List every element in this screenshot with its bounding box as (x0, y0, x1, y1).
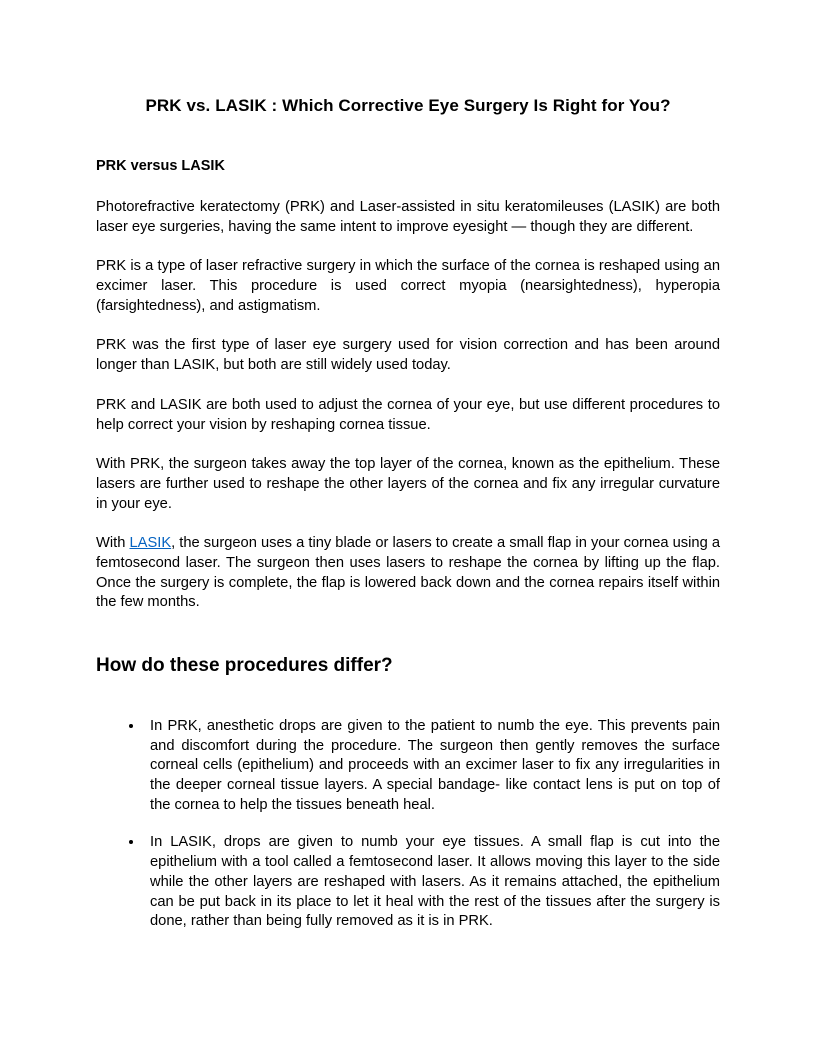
subheading: PRK versus LASIK (96, 158, 225, 174)
section-heading: How do these procedures differ? (96, 655, 393, 676)
paragraph-prk-definition: PRK is a type of laser refractive surgery in which the surface of the cornea is reshaped using an excimer laser. This procedure is used correct myopia (nearsightedness), hyperopia (farsightedness), and astigmatism. (96, 258, 720, 314)
paragraph-intro: Photorefractive keratectomy (PRK) and Laser-assisted in situ keratomileuses (LASIK) are both laser eye surgeries, having the same intent to improve eyesight — though they are different. (96, 199, 720, 235)
lasik-link[interactable]: LASIK (129, 535, 172, 552)
page-title: PRK vs. LASIK : Which Corrective Eye Surgery Is Right for You? (145, 96, 671, 115)
paragraph-lasik-method (96, 534, 720, 613)
list-item-lasik-procedure: • In LASIK, drops are given to numb your eye tissues. A small flap is cut into the epithelium with a tool called a femtosecond laser. It allows moving this layer to the side while the other layers are reshaped with lasers. As it remains attached, the epithelium can be put back in its place to let it heal with the rest of the tissues after the surgery is done, rather than being fully removed as it is in PRK. (144, 833, 720, 931)
paragraph-both-procedures: PRK and LASIK are both used to adjust the cornea of your eye, but use different procedures to help correct your vision by reshaping cornea tissue. (96, 396, 720, 433)
paragraph-prk-history: PRK was the first type of laser eye surgery used for vision correction and has been around longer than LASIK, but both are still widely used today. (96, 337, 720, 374)
bullet-list (124, 717, 720, 932)
list-item-prk-procedure: • In PRK, anesthetic drops are given to the patient to numb the eye. This prevents pain and discomfort during the procedure. The surgeon then gently removes the surface corneal cells (epithelium) and proceeds with an excimer laser to fix any irregularities in the deeper corneal tissue layers. A special bandage- like contact lens is put on top of the cornea to help the tissues beneath heal. (144, 717, 720, 815)
paragraph-prk-method: With PRK, the surgeon takes away the top layer of the cornea, known as the epithelium. These lasers are further used to reshape the other layers of the cornea and fix any irregular curvature in your eye. (96, 456, 720, 512)
paragraph-text-suffix: , the surgeon uses a tiny blade or lasers to create a small flap in your cornea using a femtosecond laser. The surgeon then uses lasers to reshape the cornea by lifting up the flap. Once the surgery is complete, the flap is lowered back down and the cornea repairs itself within the few months. (96, 535, 720, 611)
paragraph-text-prefix: With (96, 535, 130, 552)
